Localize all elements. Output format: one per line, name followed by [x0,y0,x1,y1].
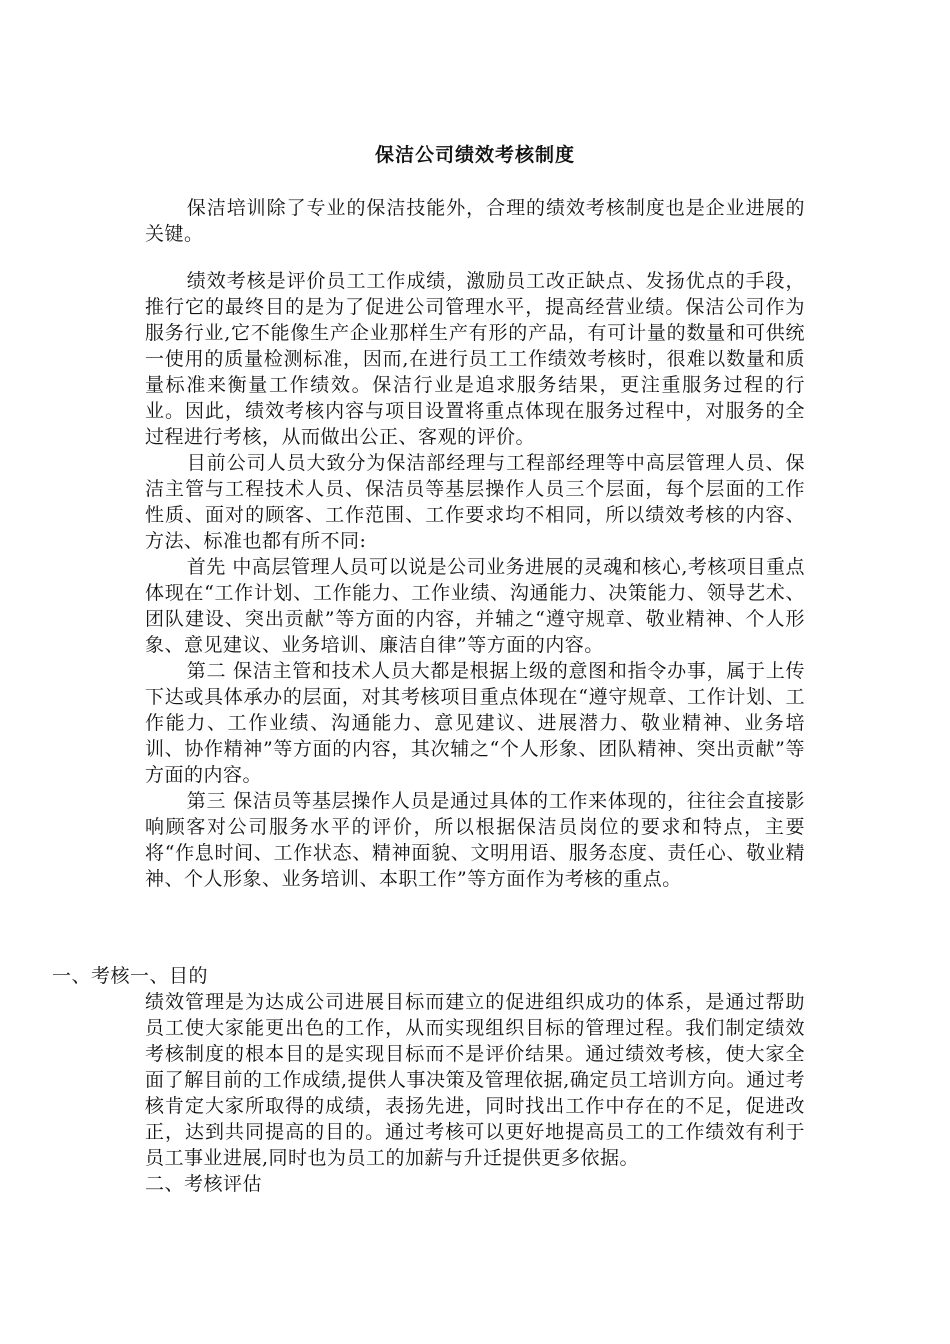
intro-block [145,195,805,247]
section-purpose-body [145,989,805,1197]
section-heading-purpose: 一、考核一、目的 [52,965,209,987]
intro-paragraph: 保洁培训除了专业的保洁技能外，合理的绩效考核制度也是企业进展的关键。 [145,197,805,245]
paragraph-second-supervisors: 第二 保洁主管和技术人员大都是根据上级的意图和指令办事，属于上传下达或具体承办的层面，对其考核项目重点体现在“遵守规章、工作计划、工作能力、工作业绩、沟通能力、意见建议、进展潜力、敬业精神、业务培训、协作精神”等方面的内容，其次辅之“个人形象、团队精神、突出贡献”等方面的内容。 [145,660,805,786]
section-heading-evaluation: 二、考核评估 [145,1173,263,1195]
document-title: 保洁公司绩效考核制度 [374,144,575,166]
paragraph-purpose: 绩效管理是为达成公司进展目标而建立的促进组织成功的体系，是通过帮助员工使大家能更出色的工作，从而实现组织目标的管理过程。我们制定绩效考核制度的根本目的是实现目标而不是评价结果。通过绩效考核，使大家全面了解目前的工作成绩,提供人事决策及管理依据,确定员工培训方向。通过考核肯定大家所取得的成绩，表扬先进，同时找出工作中存在的不足，促进改正，达到共同提高的目的。通过考核可以更好地提高员工的工作绩效有利于员工事业进展,同时也为员工的加薪与升迁提供更多依据。 [145,991,805,1169]
paragraph-first-management: 首先 中高层管理人员可以说是公司业务进展的灵魂和核心,考核项目重点体现在“工作计划、工作能力、工作业绩、沟通能力、决策能力、领导艺术、团队建设、突出贡献”等方面的内容，并辅之“遵守规章、敬业精神、个人形象、意见建议、业务培训、廉洁自律”等方面的内容。 [145,556,805,656]
paragraph-performance-overview: 绩效考核是评价员工工作成绩，激励员工改正缺点、发扬优点的手段，推行它的最终目的是为了促进公司管理水平，提高经营业绩。保洁公司作为服务行业,它不能像生产企业那样生产有形的产品，有可计量的数量和可供统一使用的质量检测标准，因而,在进行员工工作绩效考核时，很难以数量和质量标准来衡量工作绩效。保洁行业是追求服务结果，更注重服务过程的行业。因此，绩效考核内容与项目设置将重点体现在服务过程中，对服务的全过程进行考核，从而做出公正、客观的评价。 [145,270,805,448]
paragraph-third-cleaners: 第三 保洁员等基层操作人员是通过具体的工作来体现的，往往会直接影响顾客对公司服务水平的评价，所以根据保洁员岗位的要求和特点，主要将“作息时间、工作状态、精神面貌、文明用语、服务态度、责任心、敬业精神、个人形象、业务培训、本职工作”等方面作为考核的重点。 [145,790,805,890]
paragraph-staff-levels: 目前公司人员大致分为保洁部经理与工程部经理等中高层管理人员、保洁主管与工程技术人员、保洁员等基层操作人员三个层面，每个层面的工作性质、面对的顾客、工作范围、工作要求均不相同，所以绩效考核的内容、方法、标准也都有所不同: [145,452,805,552]
main-body [145,268,805,892]
